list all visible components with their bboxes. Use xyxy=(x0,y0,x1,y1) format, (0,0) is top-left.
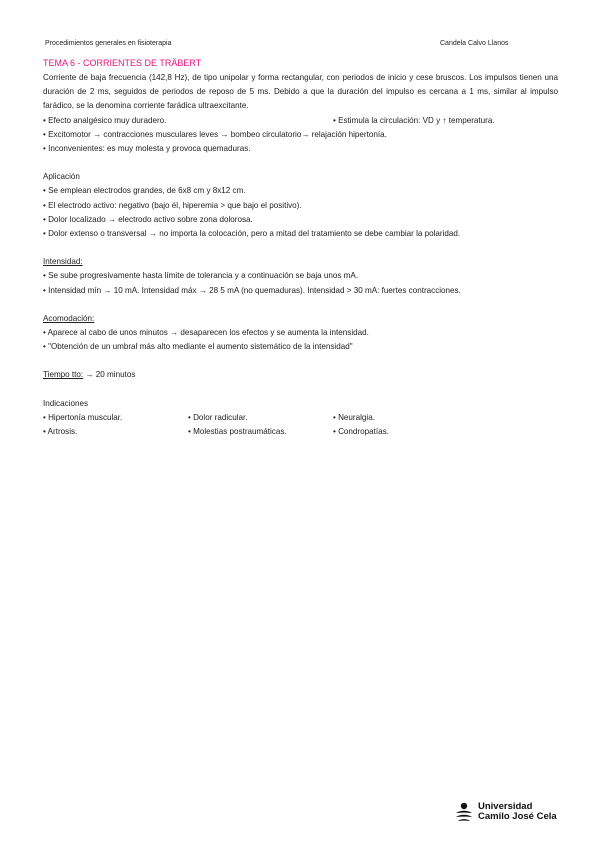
indicacion-item: • Condropatías. xyxy=(333,427,389,437)
aplicacion-heading: Aplicación xyxy=(43,172,80,182)
tiempo-value: → 20 minutos xyxy=(83,370,136,380)
page-title: TEMA 6 - CORRIENTES DE TRÄBERT xyxy=(43,58,202,68)
effect-circulation: • Estimula la circulación: VD y ↑ temperatura. xyxy=(333,115,495,125)
logo-wordmark xyxy=(478,802,557,822)
logo-line-2: Camilo José Cela xyxy=(478,811,557,822)
indicacion-item: • Artrosis. xyxy=(43,427,78,437)
indicacion-item: • Molestias postraumáticas. xyxy=(188,427,287,437)
acomodacion-item: • Aparece al cabo de unos minutos → desaparecen los efectos y se aumenta la intensidad. xyxy=(43,328,369,338)
effects-row-1 xyxy=(43,114,558,128)
effect-drawbacks: • Inconvenientes: es muy molesta y provoca quemaduras. xyxy=(43,144,251,154)
header-subject: Procedimientos generales en fisioterapia xyxy=(45,40,172,47)
acomodacion-item: • "Obtención de un umbral más alto mediante el aumento sistemático de la intensidad" xyxy=(43,342,353,352)
document-body xyxy=(43,57,558,439)
intro-paragraph: Corriente de baja frecuencia (142,8 Hz), de tipo unipolar y forma rectangular, con periodos de inicio y cese bruscos. Los impulsos tienen una duración de 2 ms, seguidos de periodos de reposo de 5 ms. Debido a que la duración del impulso es cercana a 1 ms, similar al impulso farádico, se la denomina corriente farádica ultraexcitante. xyxy=(43,73,558,111)
intensidad-item: • Se sube progresivamente hasta límite de tolerancia y a continuación se baja unos mA. xyxy=(43,271,359,281)
ucjc-logo-icon xyxy=(455,802,473,822)
indicacion-item: • Dolor radicular. xyxy=(188,412,248,422)
indicaciones-row-1 xyxy=(43,411,558,425)
indicaciones-row-2 xyxy=(43,425,558,439)
effect-excitomotor: • Excitomotor → contracciones musculares leves → bombeo circulatorio→ relajación hipertonía. xyxy=(43,129,387,139)
tiempo-heading: Tiempo tto: xyxy=(43,370,84,380)
intensidad-item: • Intensidad mín → 10 mA. Intensidad máx → 28 5 mA (no quemaduras). Intensidad > 30 mA: fuertes contracciones. xyxy=(43,285,461,295)
indicacion-item: • Hipertonía muscular. xyxy=(43,412,123,422)
aplicacion-item: • Se emplean electrodos grandes, de 6x8 cm y 8x12 cm. xyxy=(43,186,246,196)
effect-analgesic: • Efecto analgésico muy duradero. xyxy=(43,115,167,125)
indicaciones-heading: Indicaciones xyxy=(43,398,88,408)
aplicacion-item: • Dolor extenso o transversal → no importa la colocación, pero a mitad del tratamiento se debe cambiar la polaridad. xyxy=(43,229,461,239)
indicacion-item: • Neuralgia. xyxy=(333,412,375,422)
aplicacion-item: • El electrodo activo: negativo (bajo él, hiperemia > que bajo el positivo). xyxy=(43,200,302,210)
header-author: Candela Calvo Llanos xyxy=(440,40,509,47)
aplicacion-item: • Dolor localizado → electrodo activo sobre zona dolorosa. xyxy=(43,214,253,224)
tiempo-row xyxy=(43,368,558,382)
intensidad-heading: Intensidad: xyxy=(43,257,83,267)
logo-line-1: Universidad xyxy=(478,801,533,812)
acomodacion-heading: Acomodación: xyxy=(43,313,95,323)
university-logo xyxy=(455,802,557,822)
